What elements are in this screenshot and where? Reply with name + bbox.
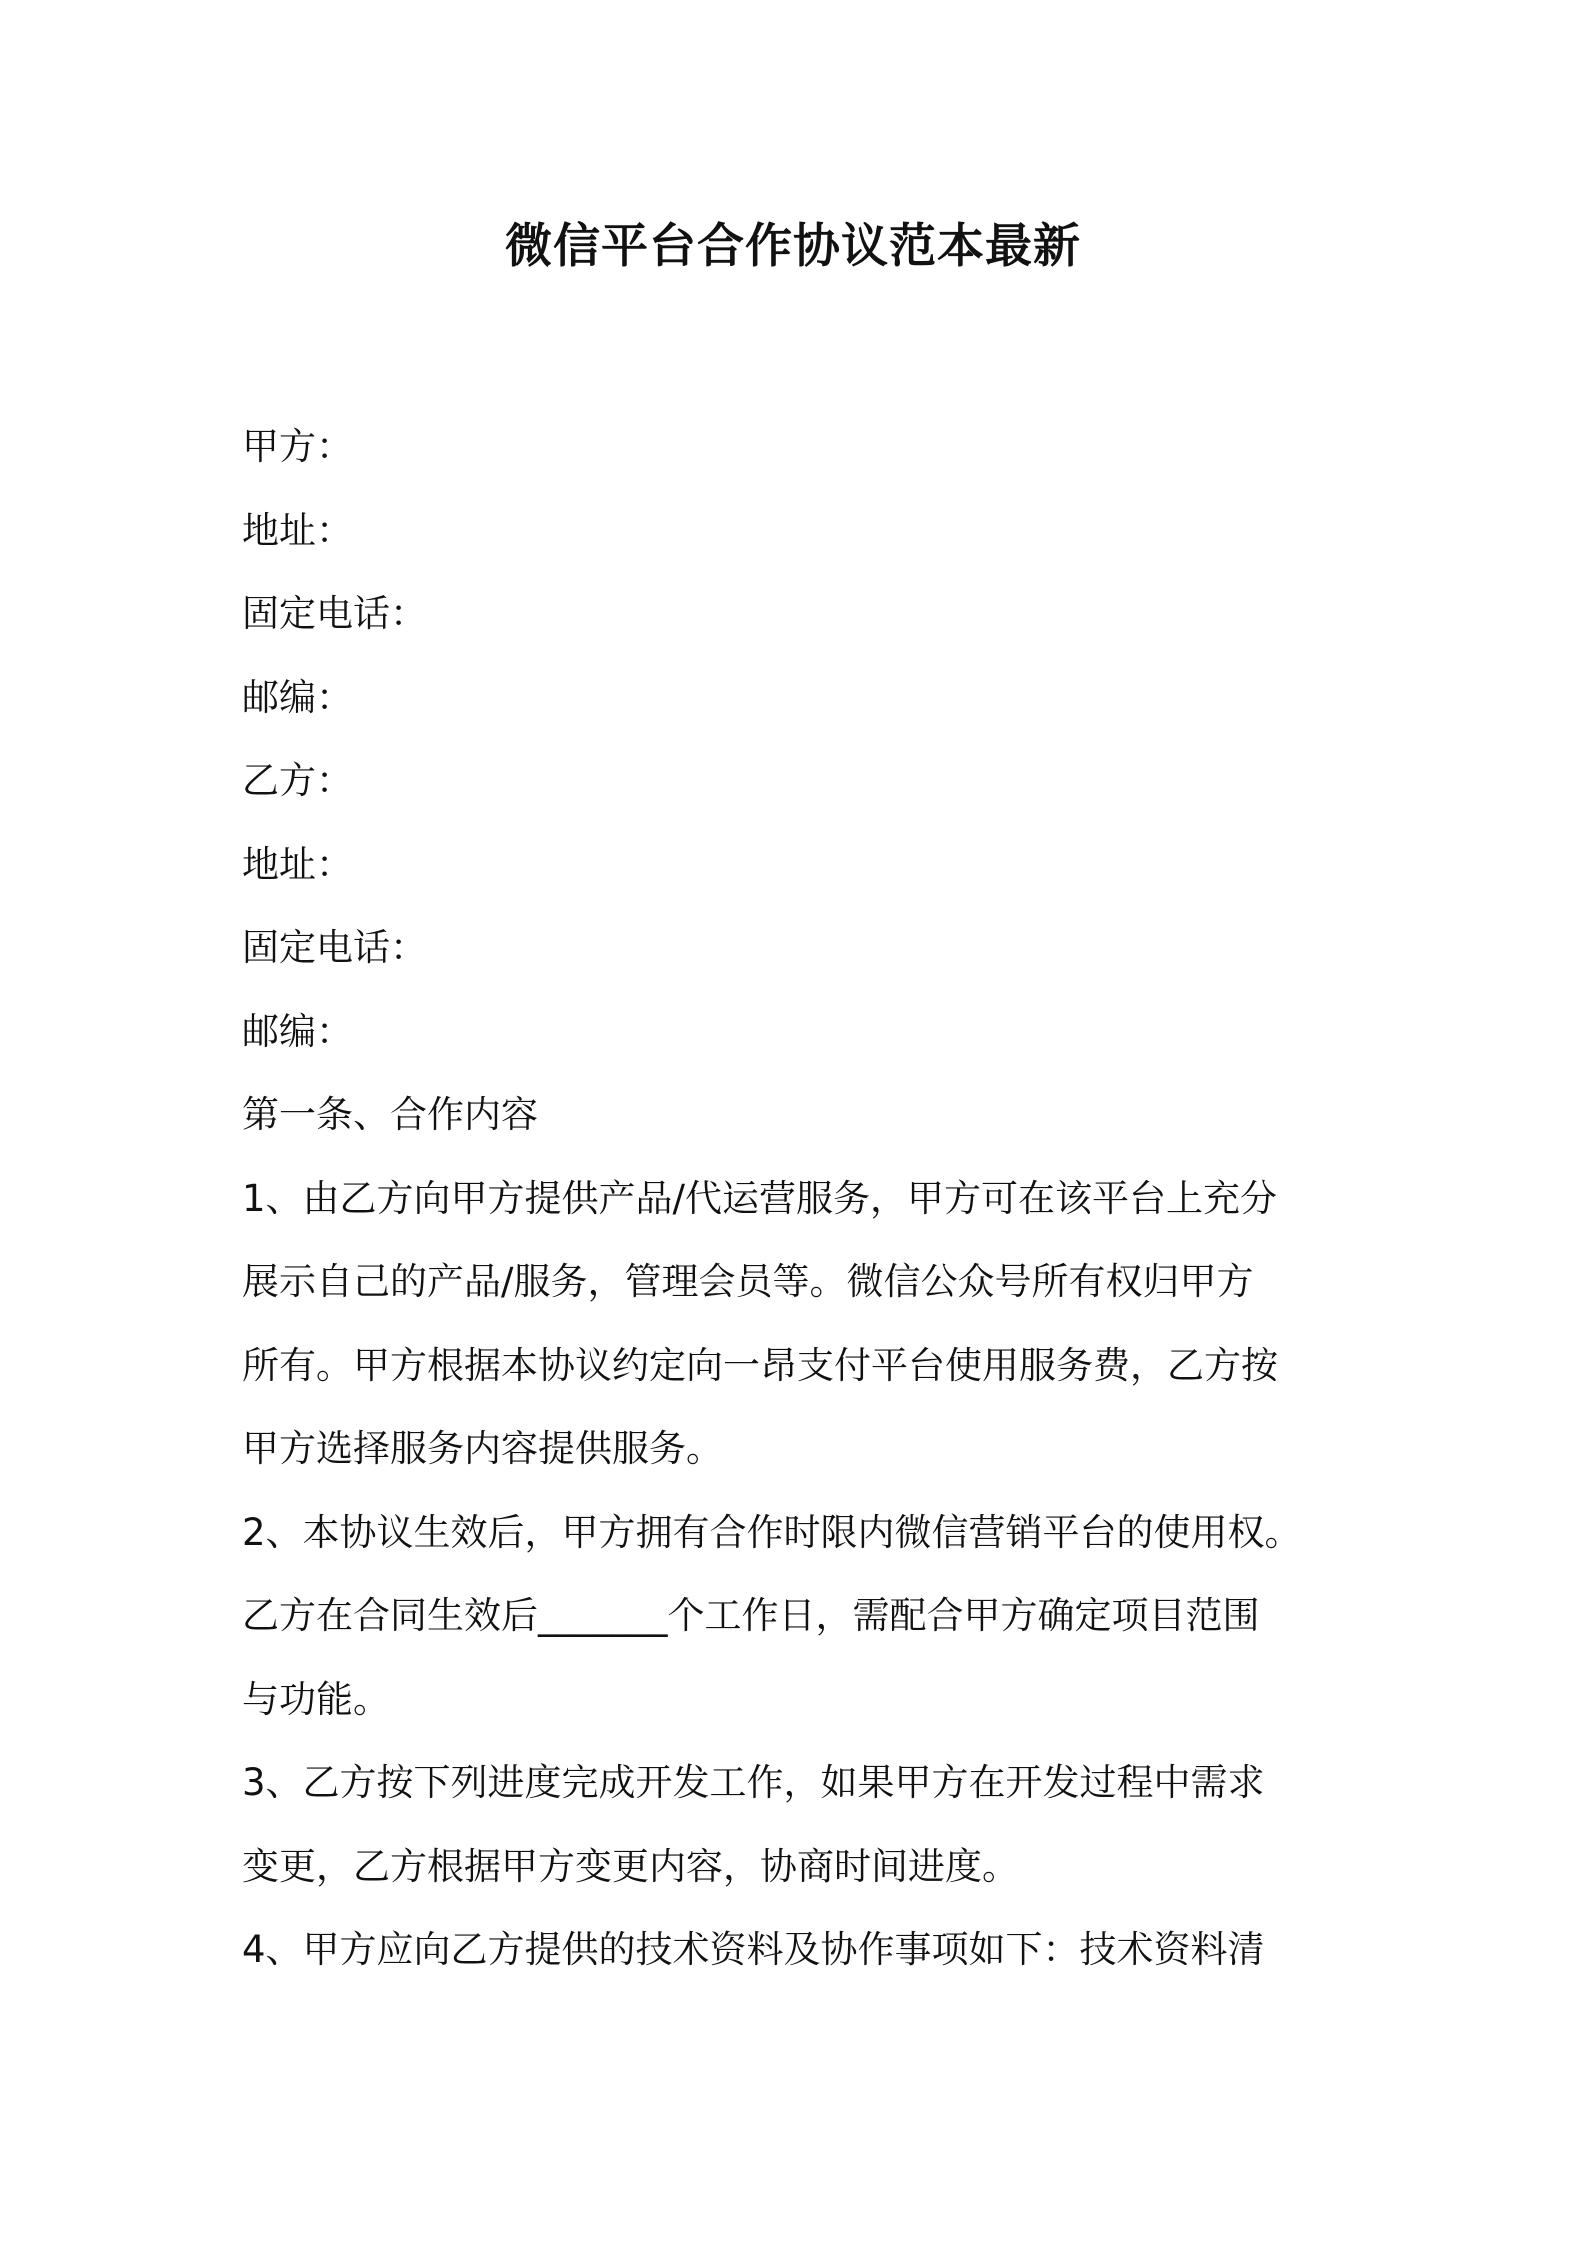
paragraph-line: 变更，乙方根据甲方变更内容，协商时间进度。	[242, 1844, 1019, 1888]
paragraph-line: 1、由乙方向甲方提供产品/代运营服务，甲方可在该平台上充分	[242, 1176, 1278, 1220]
party-a-postcode-label: 邮编：	[242, 675, 353, 719]
document-body	[242, 405, 1382, 1992]
party-b-phone-label: 固定电话：	[242, 926, 427, 969]
article-1-heading: 第一条、合作内容	[242, 1093, 538, 1136]
document-title: 微信平台合作协议范本最新	[505, 219, 1081, 274]
party-a-address-label: 地址：	[242, 508, 353, 552]
paragraph-line: 展示自己的产品/服务，管理会员等。微信公众号所有权归甲方	[242, 1260, 1254, 1303]
paragraph-line: 4、甲方应向乙方提供的技术资料及协作事项如下：技术资料清	[242, 1928, 1265, 1971]
paragraph-line: 3、乙方按下列进度完成开发工作，如果甲方在开发过程中需求	[242, 1761, 1265, 1804]
party-b-postcode-label: 邮编：	[242, 1009, 353, 1053]
party-b-label: 乙方：	[242, 759, 353, 802]
party-a-label: 甲方：	[242, 425, 353, 468]
paragraph-line: 与功能。	[242, 1677, 390, 1721]
paragraph-line: 2、本协议生效后，甲方拥有合作时限内微信营销平台的使用权。	[242, 1510, 1302, 1554]
paragraph-line: 所有。甲方根据本协议约定向一昂支付平台使用服务费，乙方按	[242, 1343, 1278, 1387]
party-a-phone-label: 固定电话：	[242, 592, 427, 635]
paragraph-line: 甲方选择服务内容提供服务。	[242, 1427, 723, 1470]
party-b-address-label: 地址：	[242, 842, 353, 886]
paragraph-line: 乙方在合同生效后_______个工作日，需配合甲方确定项目范围	[242, 1594, 1260, 1637]
